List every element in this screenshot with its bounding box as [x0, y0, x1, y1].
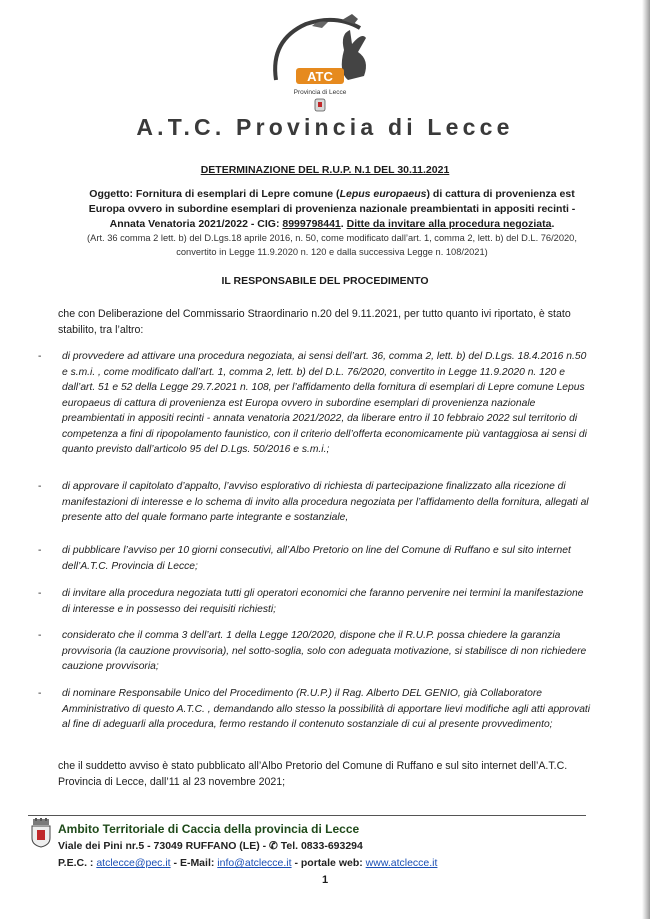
provincial-crest-icon: [30, 818, 52, 848]
list-item: [38, 479, 598, 526]
list-dash: -: [38, 588, 42, 599]
footer-contacts: [58, 857, 437, 869]
logo-text: ATC: [307, 69, 333, 84]
pec-label: P.E.C. :: [58, 857, 97, 869]
list-item-text: di approvare il capitolato d’appalto, l’avviso esplorativo di richiesta di partecipazione finalizzato alla ricezione di manifestazioni di interesse e lo schema di invito alla procedura negoziata per l’affidamento della fornitura, allegati al presente atto del quale formano parte integrante e sostanziale,: [62, 481, 589, 523]
list-item-text: di nominare Responsabile Unico del Procedimento (R.U.P.) il Rag. Alberto DEL GENIO, già Collaboratore Amministrativo di questo A.T.C. , demandando allo stesso la possibilità di apportare lievi modifiche agli atti approvati al fine di adeguarli alla procedura, fermo restando il contenuto sostanziale di cui al presente provvedimento;: [62, 688, 591, 730]
list-dash: -: [38, 688, 42, 699]
logo-subtitle: Provincia di Lecce: [293, 89, 347, 96]
subject-block: [74, 187, 590, 232]
list-item-text: di pubblicare l’avviso per 10 giorni consecutivi, all’Albo Pretorio on line del Comune di Ruffano e sul sito internet dell’A.T.C. Provincia di Lecce;: [62, 545, 571, 572]
list-item: [38, 586, 598, 617]
list-item: [38, 543, 598, 574]
website-link[interactable]: www.atclecce.it: [365, 857, 438, 869]
subject-part2: ) di cattura di provenienza est Europa ovvero in subordine esemplari di provenienza nazionale preambientati in appositi recinti - Annata Venatoria 2021/2022 - CIG:: [88, 188, 576, 230]
list-item: [38, 349, 598, 458]
list-dash: -: [38, 545, 42, 556]
subject-part1: Oggetto: Fornitura di esemplari di Lepre comune (: [89, 188, 340, 200]
list-item-text: di invitare alla procedura negoziata tutti gli operatori economici che faranno pervenire nei termini la manifestazione di interesse e in possesso dei requisiti richiesti;: [62, 588, 584, 615]
subject-invite: Ditte da invitare alla procedura negoziata: [346, 218, 552, 230]
pec-link[interactable]: atclecce@pec.it: [96, 857, 171, 869]
closing-paragraph: che il suddetto avviso è stato pubblicato all’Albo Pretorio del Comune di Ruffano e sul sito internet dell’A.T.C. Provincia di Lecce, dall’11 al 23 novembre 2021;: [58, 760, 568, 788]
organization-title: A.T.C. Provincia di Lecce: [136, 114, 514, 140]
email-label: - E-Mail:: [170, 857, 218, 869]
list-item: [38, 686, 598, 733]
responsible-heading: IL RESPONSABILE DEL PROCEDIMENTO: [221, 275, 429, 287]
determination-title: DETERMINAZIONE DEL R.U.P. N.1 DEL 30.11.2021: [200, 164, 450, 176]
list-item-text: considerato che il comma 3 dell’art. 1 della Legge 120/2020, dispone che il R.U.P. possa chiedere la garanzia provvisoria (la cauzione provvisoria), nel sotto-soglia, solo con adeguata motivazione, si stabilisce di non richiedere cauzione provvisoria;: [62, 630, 587, 672]
list-item-text: di provvedere ad attivare una procedura negoziata, ai sensi dell’art. 36, comma 2, lett. b) del D.Lgs. 18.4.2016 n.50 e s.m.i. , come modificato dall’art. 1, comma 2, lett. b) del D.L. 76/2020, convertito in Legge 11.9.2020 n. 120 e dall’art. 51 e 52 della Legge 29.7.2021 n. 108, per l’affidamento della fornitura di esemplari di Lepre comune Lepus europaeus di cattura di provenienza est Europa ovvero in subordine esemplari di provenienza nazionale preambientati in appositi recinti - annata venatoria 2021/2022, da liberare entro il 10 febbraio 2022 sul territorio di competenza a fini di ripopolamento faunistico, con il criterio dell’offerta economicamente più vantaggiosa ai sensi di quanto previsto dall’articolo 95 del D.Lgs. 50/2016 e s.m.i.;: [62, 351, 587, 455]
logo-crest-icon: [315, 99, 325, 111]
web-label: - portale web:: [291, 857, 366, 869]
footer-organization-name: Ambito Territoriale di Caccia della provincia di Lecce: [58, 822, 360, 836]
page-number: 1: [321, 874, 329, 886]
subject-separator: .: [340, 218, 347, 230]
list-dash: -: [38, 481, 42, 492]
list-item: [38, 628, 598, 675]
subject-end: .: [551, 218, 555, 230]
atc-logo: [258, 10, 386, 118]
list-dash: -: [38, 630, 42, 641]
footer-address: Viale dei Pini nr.5 - 73049 RUFFANO (LE) - ✆ Tel. 0833-693294: [58, 840, 363, 852]
footer-divider: [28, 815, 586, 816]
subject-cig: 8999798441: [282, 218, 341, 230]
subject-species: Lepus europaeus: [339, 188, 427, 200]
intro-paragraph: che con Deliberazione del Commissario Straordinario n.20 del 9.11.2021, per tutto quanto ivi riportato, è stato stabilito, tra l’altro:: [58, 308, 571, 336]
list-dash: -: [38, 351, 42, 362]
normative-reference: (Art. 36 comma 2 lett. b) del D.Lgs.18 aprile 2016, n. 50, come modificato dall’art. 1, comma 2, lett. b) del D.L. 76/2020, convertito in Legge 11.9.2020 n. 120 e dalla successiva Legge n. 108/2021): [87, 233, 577, 257]
email-link[interactable]: info@atclecce.it: [217, 857, 292, 869]
